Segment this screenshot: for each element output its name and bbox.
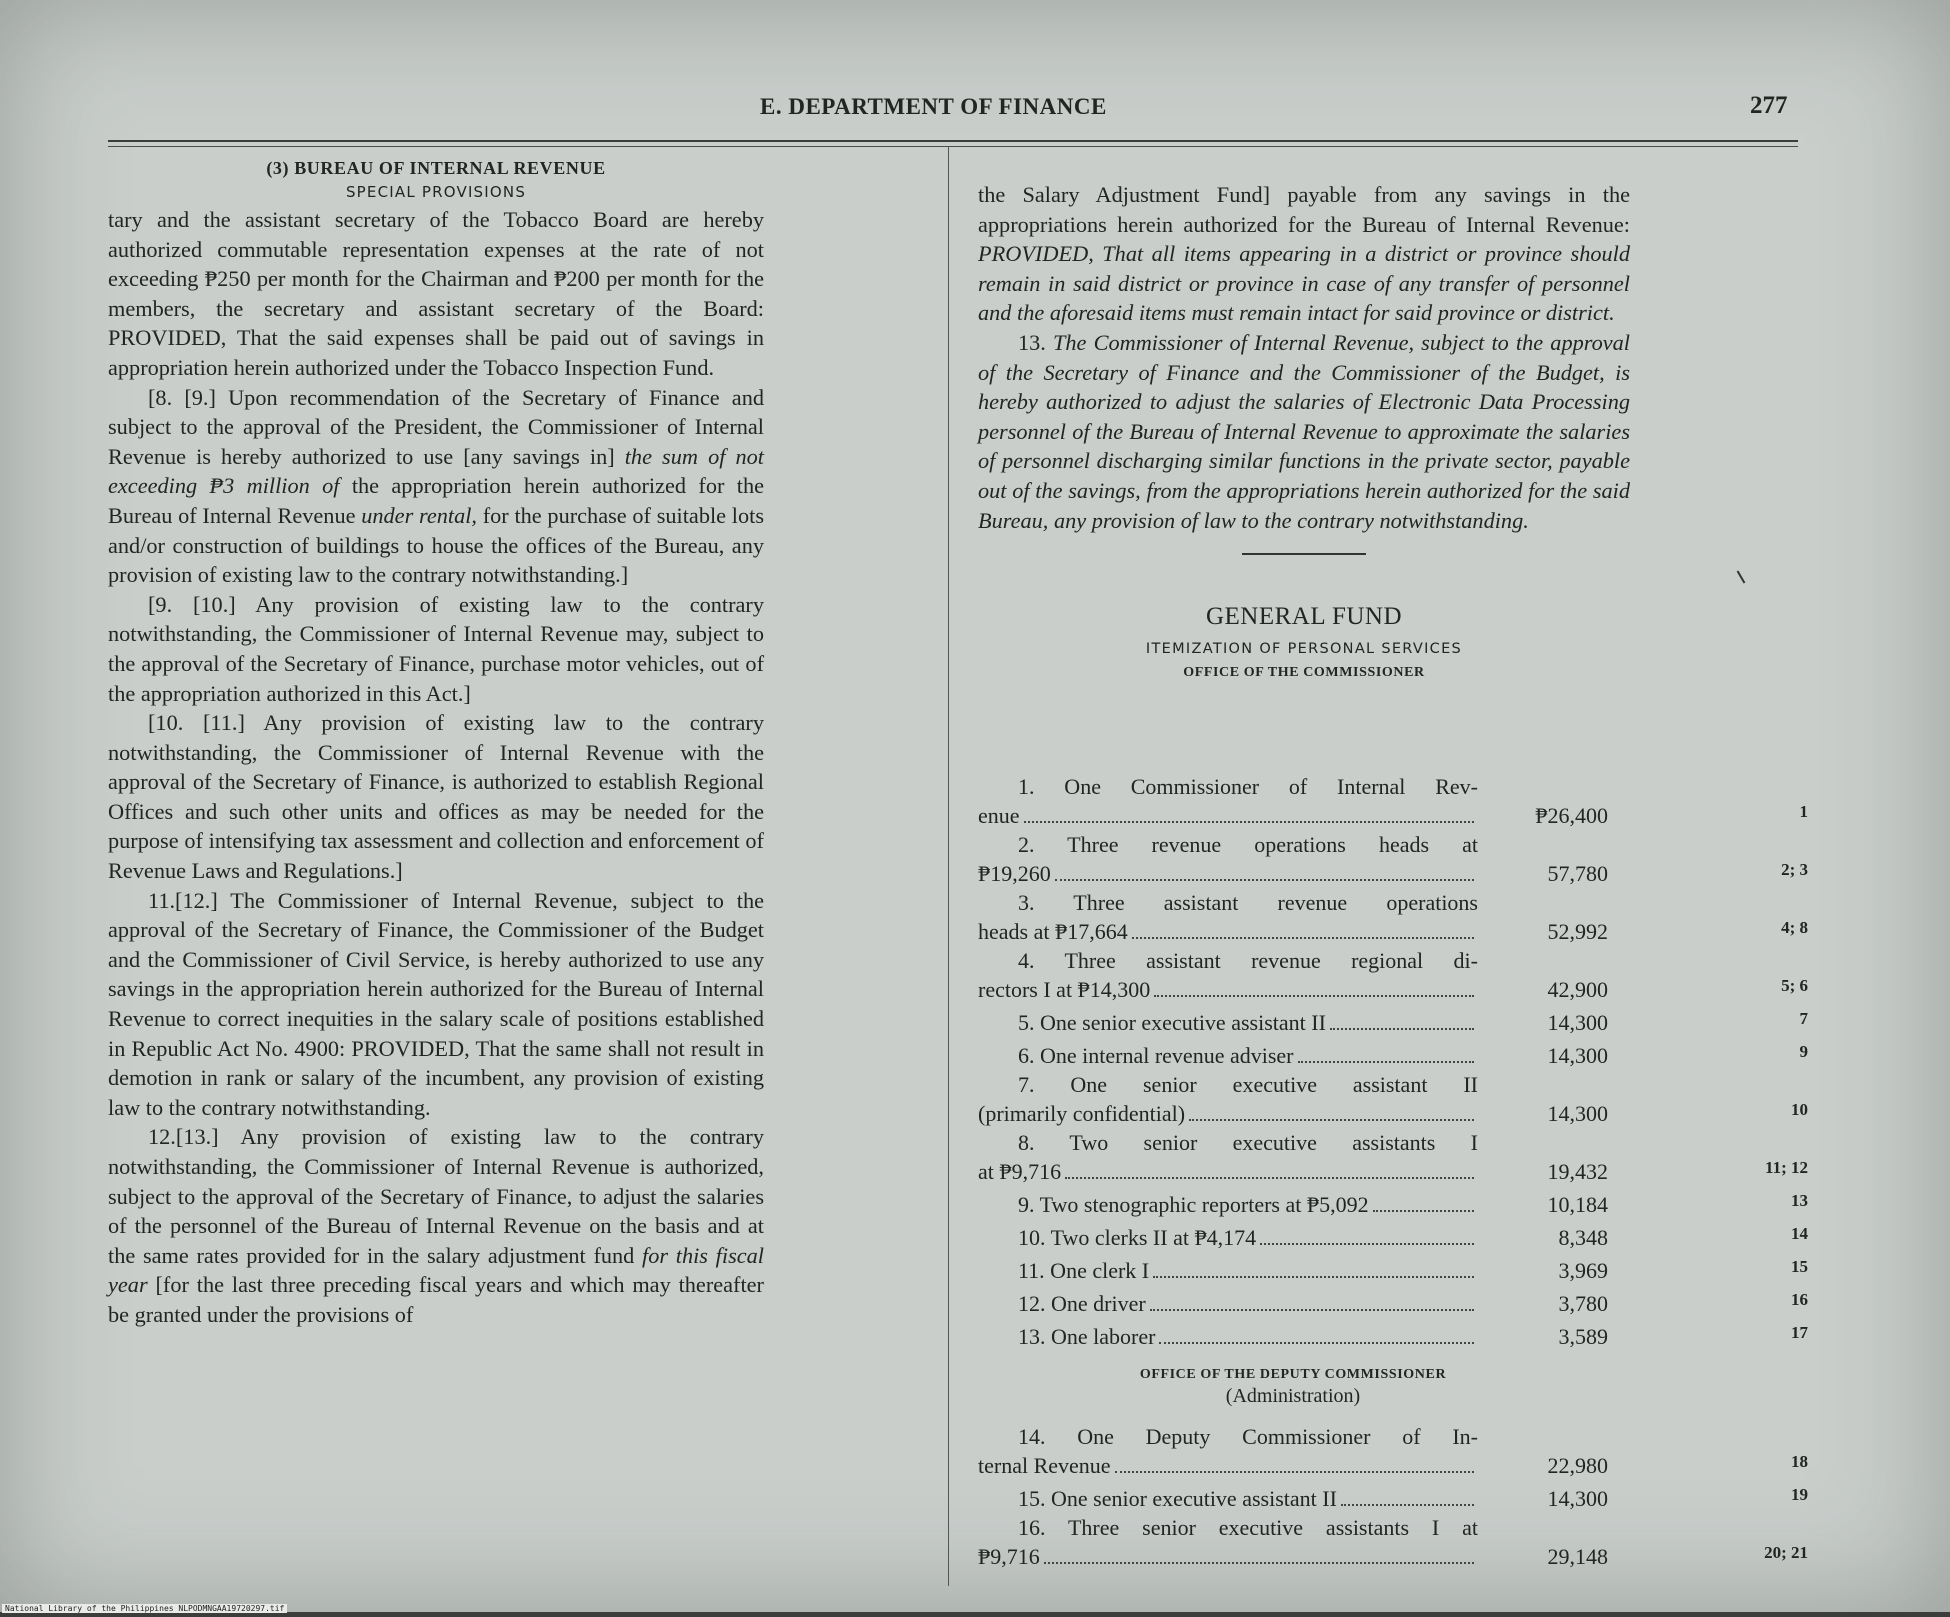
line-item-text: heads at ₱17,664 (978, 919, 1128, 944)
line-item-text: 1. One Commissioner of Internal Rev- (1018, 774, 1478, 799)
line-item-text: (primarily confidential) (978, 1101, 1186, 1126)
line-item-description (978, 772, 1478, 830)
dot-leader (1153, 1276, 1474, 1278)
provision-paragraph: 11.[12.] The Commissioner of Internal Revenue, subject to the approval of the Secretary of Finance, the Commissioner of the Budget and the Commissioner of Civil Service, is hereby authorized to use any savings in the appropriation herein authorized for the Bureau of Internal Revenue to correct inequities in the salary scale of positions established in Republic Act No. 4900: PROVIDED, That the same shall not result in demotion in rank or salary of the incumbent, any provision of existing law to the contrary notwithstanding. (108, 887, 764, 1120)
line-item (978, 772, 1808, 830)
line-item-description (978, 1070, 1478, 1128)
line-item-amount: 14,300 (1547, 1010, 1608, 1035)
pencil-mark (1737, 570, 1746, 583)
dot-leader (1115, 1471, 1474, 1473)
dot-leader (1150, 1309, 1474, 1311)
dot-leader (1341, 1504, 1474, 1506)
line-item (978, 830, 1808, 888)
line-item-amount: 8,348 (1558, 1225, 1608, 1250)
line-item-reference: 13 (1791, 1191, 1808, 1210)
provision-paragraph: the Salary Adjustment Fund] payable from any savings in the appropriations herein authorized for the Bureau of Internal Revenue: PROVIDED, That all items appearing in a district or province should remain in said district or province in case of any transfer of personnel and the aforesaid items must remain intact for said province or district. (978, 182, 1630, 326)
line-item (978, 1318, 1808, 1351)
line-item (978, 1186, 1808, 1219)
line-item-amount: 3,969 (1558, 1258, 1608, 1283)
line-item-reference: 20; 21 (1764, 1543, 1808, 1562)
line-item-reference: 17 (1791, 1323, 1808, 1342)
dot-leader (1065, 1177, 1474, 1179)
line-item-amount: ₱26,400 (1535, 803, 1608, 828)
line-item-reference: 16 (1791, 1290, 1808, 1309)
line-item (978, 1037, 1808, 1070)
line-item-reference: 4; 8 (1781, 918, 1808, 937)
line-item-amount: 52,992 (1547, 919, 1608, 944)
special-provisions-heading: SPECIAL PROVISIONS (345, 183, 527, 201)
line-item-description (978, 1008, 1478, 1037)
line-item (978, 1422, 1808, 1480)
line-item-text: enue (978, 803, 1020, 828)
line-item-text: 7. One senior executive assistant II (1018, 1072, 1478, 1097)
line-item-text: 16. Three senior executive assistants I at (1018, 1515, 1478, 1540)
line-item-amount: 14,300 (1547, 1486, 1608, 1511)
line-item-description (978, 1289, 1478, 1318)
office-deputy-block (978, 1355, 1808, 1571)
left-column (108, 152, 764, 1330)
line-item-text: 8. Two senior executive assistants I (1018, 1130, 1478, 1155)
header-rule (108, 140, 1798, 142)
line-item-text: 9. Two stenographic reporters at ₱5,092 (1018, 1192, 1369, 1217)
line-item-amount: 57,780 (1547, 861, 1608, 886)
line-item-text: at ₱9,716 (978, 1159, 1062, 1184)
itemization-list (978, 772, 1808, 1351)
right-column (978, 180, 1630, 681)
line-item-text: rectors I at ₱14,300 (978, 977, 1151, 1002)
line-item-text: 2. Three revenue operations heads at (1018, 832, 1478, 857)
dot-leader (1024, 821, 1474, 823)
provision-paragraph: [10. [11.] Any provision of existing law to the contrary notwithstanding, the Commissioner of Internal Revenue with the approval of the Secretary of Finance, is authorized to establish Regional Offices and such other units and offices as may be needed for the purpose of intensifying tax assessment and collection and enforcement of Revenue Laws and Regulations.] (108, 710, 764, 884)
header-rule-thin (108, 146, 1798, 147)
line-item-text: 11. One clerk I (1018, 1258, 1150, 1283)
line-item-text: ₱19,260 (978, 861, 1051, 886)
page-number: 277 (1750, 92, 1788, 119)
line-item-text: 10. Two clerks II at ₱4,174 (1018, 1225, 1257, 1250)
line-item-reference: 1 (1799, 802, 1808, 821)
line-item-description (978, 1128, 1478, 1186)
dot-leader (1298, 1061, 1475, 1063)
provision-paragraph: tary and the assistant secretary of the Tobacco Board are hereby authorized commutable representation expenses at the rate of not exceeding ₱250 per month for the Chairman and ₱200 per month for the members, the secretary and assistant secretary of the Board: PROVIDED, That the said expenses shall be paid out of savings in appropriation herein authorized under the Tobacco Inspection Fund. (108, 207, 764, 380)
line-item-amount: 29,148 (1547, 1544, 1608, 1569)
bureau-heading: (3) BUREAU OF INTERNAL REVENUE (266, 158, 606, 178)
dot-leader (1055, 879, 1474, 881)
scan-footer: National Library of the Philippines NLPODMNGAA19720297.tif (2, 1604, 287, 1613)
line-item-text: 14. One Deputy Commissioner of In- (1018, 1424, 1478, 1449)
line-item-reference: 5; 6 (1781, 976, 1808, 995)
line-item-reference: 9 (1799, 1042, 1808, 1061)
section-rule (1242, 553, 1366, 555)
line-item (978, 1004, 1808, 1037)
line-item-text: 4. Three assistant revenue regional di- (1018, 948, 1478, 973)
line-item-reference: 14 (1791, 1224, 1808, 1243)
line-item-description (978, 1256, 1478, 1285)
general-fund-heading: GENERAL FUND (1205, 603, 1403, 631)
line-item (978, 1513, 1808, 1571)
provision-paragraph: [9. [10.] Any provision of existing law to the contrary notwithstanding, the Commissioner of Internal Revenue may, subject to the approval of the Secretary of Finance, purchase motor vehicles, out of the appropriation authorized in this Act.] (108, 591, 764, 706)
column-divider (948, 146, 949, 1586)
line-item-description (978, 1484, 1478, 1513)
line-item-reference: 18 (1791, 1452, 1808, 1471)
line-item-amount: 3,589 (1558, 1324, 1608, 1349)
office-heading: OFFICE OF THE DEPUTY COMMISSIONER (1139, 1367, 1447, 1382)
itemization-heading: ITEMIZATION OF PERSONAL SERVICES (1145, 641, 1463, 658)
line-item (978, 1128, 1808, 1186)
line-item-amount: 14,300 (1547, 1043, 1608, 1068)
line-item-text: 13. One laborer (1018, 1324, 1156, 1349)
line-item-reference: 10 (1791, 1100, 1808, 1119)
line-item-description (978, 1513, 1478, 1571)
line-item-text: 5. One senior executive assistant II (1018, 1010, 1326, 1035)
line-item-text: ₱9,716 (978, 1544, 1040, 1569)
line-item-description (978, 946, 1478, 1004)
line-item-description (978, 1041, 1478, 1070)
line-item-description (978, 830, 1478, 888)
line-item-amount: 19,432 (1547, 1159, 1608, 1184)
itemization-list (978, 1422, 1808, 1571)
line-item-reference: 19 (1791, 1485, 1808, 1504)
office-heading: OFFICE OF THE COMMISSIONER (1183, 665, 1425, 681)
line-item-amount: 14,300 (1547, 1101, 1608, 1126)
line-item (978, 1480, 1808, 1513)
dot-leader (1159, 1342, 1474, 1344)
line-item-text: 3. Three assistant revenue operations (1018, 890, 1478, 915)
line-item-text: ternal Revenue (978, 1453, 1111, 1478)
line-item (978, 1252, 1808, 1285)
line-item-reference: 15 (1791, 1257, 1808, 1276)
line-item-text: 6. One internal revenue adviser (1018, 1043, 1294, 1068)
dot-leader (1044, 1562, 1474, 1564)
line-item (978, 888, 1808, 946)
line-item-amount: 42,900 (1547, 977, 1608, 1002)
line-item (978, 1070, 1808, 1128)
running-head: E. DEPARTMENT OF FINANCE (760, 94, 1107, 119)
provision-paragraph: 12.[13.] Any provision of existing law to the contrary notwithstanding, the Commissioner of Internal Revenue is authorized, subject to the approval of the Secretary of Finance, to adjust the salaries of the personnel of the Bureau of Internal Revenue on the basis and at the same rates provided for in the salary adjustment fund for this fiscal year [for the last three preceding fiscal years and which may thereafter be granted under the provisions of (108, 1124, 764, 1327)
line-item-amount: 10,184 (1547, 1192, 1608, 1217)
line-item-reference: 11; 12 (1765, 1158, 1808, 1177)
dot-leader (1189, 1119, 1474, 1121)
line-item-description (978, 1190, 1478, 1219)
line-item-description (978, 888, 1478, 946)
dot-leader (1154, 995, 1474, 997)
line-item-description (978, 1322, 1478, 1351)
office-subheading: (Administration) (1225, 1385, 1361, 1407)
line-item (978, 1285, 1808, 1318)
line-item-amount: 3,780 (1558, 1291, 1608, 1316)
line-item-description (978, 1422, 1478, 1480)
line-item-text: 12. One driver (1018, 1291, 1146, 1316)
line-item-description (978, 1223, 1478, 1252)
dot-leader (1260, 1243, 1474, 1245)
line-item-text: 15. One senior executive assistant II (1018, 1486, 1337, 1511)
dot-leader (1132, 937, 1474, 939)
line-item-amount: 22,980 (1547, 1453, 1608, 1478)
line-item-reference: 7 (1799, 1009, 1808, 1028)
line-item (978, 1219, 1808, 1252)
line-item-reference: 2; 3 (1781, 860, 1808, 879)
provision-paragraph: 13. The Commissioner of Internal Revenue, subject to the approval of the Secretary of Finance and the Commissioner of the Budget, is hereby authorized to adjust the salaries of Electronic Data Processing personnel of the Bureau of Internal Revenue to approximate the salaries of personnel discharging similar functions in the private sector, payable out of the savings, from the appropriations herein authorized for the said Bureau, any provision of law to the contrary notwithstanding. (978, 329, 1630, 533)
line-item (978, 946, 1808, 1004)
provision-paragraph: [8. [9.] Upon recommendation of the Secretary of Finance and subject to the approval of the President, the Commissioner of Internal Revenue is hereby authorized to use [any savings in] the sum of not exceeding ₱3 million of the appropriation herein authorized for the Bureau of Internal Revenue under rental, for the purchase of suitable lots and/or construction of buildings to house the offices of the Bureau, any provision of existing law to the contrary notwithstanding.] (108, 384, 765, 588)
dot-leader (1330, 1028, 1474, 1030)
dot-leader (1373, 1210, 1474, 1212)
